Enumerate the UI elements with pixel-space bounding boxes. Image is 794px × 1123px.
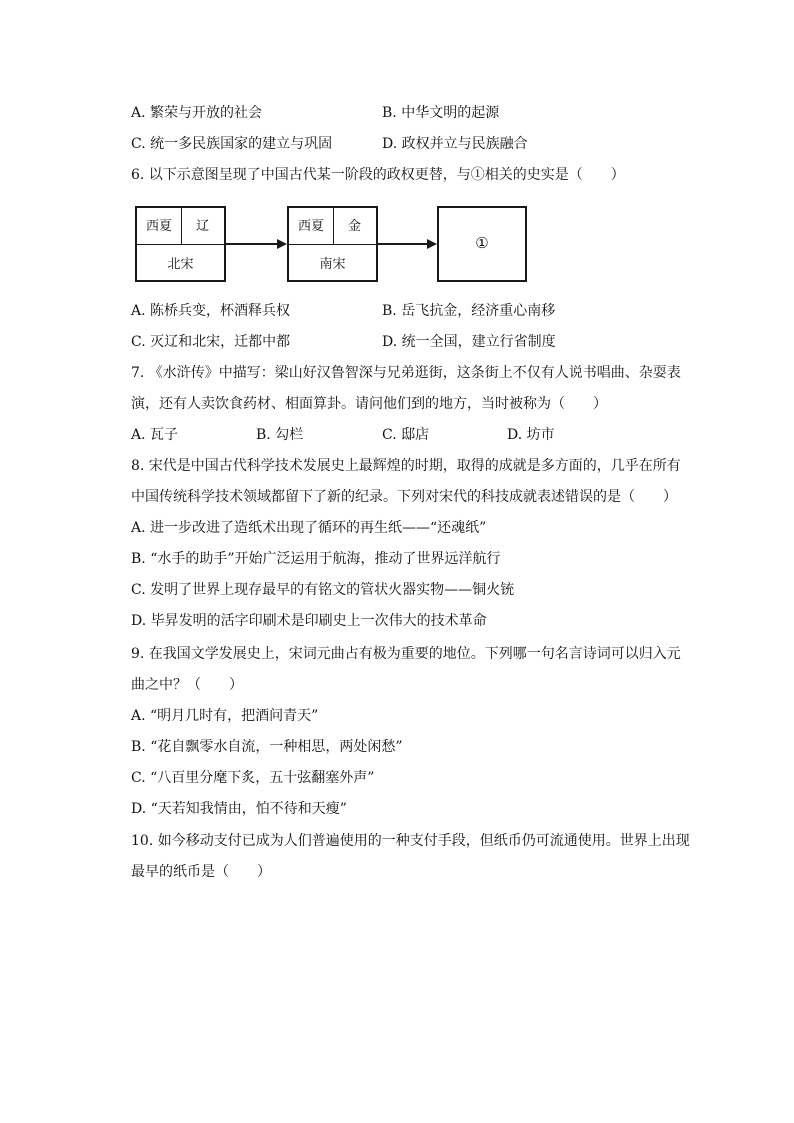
q10-stem-line2: 最早的纸币是（ ） xyxy=(131,864,271,880)
cell-liao: 辽 xyxy=(195,219,209,234)
q8-option-a: A. 进一步改进了造纸术出现了循环的再生纸——“还魂纸” xyxy=(131,520,487,536)
q6-option-d: D. 统一全国，建立行省制度 xyxy=(382,334,556,350)
q5-option-b: B. 中华文明的起源 xyxy=(382,105,500,121)
diagram-box-unknown xyxy=(437,206,527,282)
q9-option-b: B. “花自飘零水自流，一种相思，两处闲愁” xyxy=(131,739,403,755)
q7-option-a: A. 瓦子 xyxy=(131,427,179,443)
cell-xixia: 西夏 xyxy=(145,219,172,234)
q7-stem-line1: 7. 《水浒传》中描写：梁山好汉鲁智深与兄弟逛街，这条街上不仅有人说书唱曲、杂耍表 xyxy=(131,365,681,381)
arrow-shaft xyxy=(226,243,278,245)
q8-stem-line1: 8. 宋代是中国古代科学技术发展史上最辉煌的时期，取得的成就是多方面的，几乎在所有 xyxy=(131,458,681,474)
q6-stem: 6. 以下示意图呈现了中国古代某一阶段的政权更替，与①相关的史实是（ ） xyxy=(131,167,625,183)
cell-northern-song: 北宋 xyxy=(167,257,194,272)
box-divider xyxy=(137,244,224,245)
q9-option-c: C. “八百里分麾下炙，五十弦翻塞外声” xyxy=(131,770,375,786)
q6-option-a: A. 陈桥兵变，杯酒释兵权 xyxy=(131,303,291,319)
q9-stem-line2: 曲之中？（ ） xyxy=(131,677,243,693)
q7-stem-line2: 演，还有人卖饮食药材、相面算卦。请问他们到的地方，当时被称为（ ） xyxy=(131,396,607,412)
q8-option-d: D. 毕昇发明的活字印刷术是印刷史上一次伟大的技术革命 xyxy=(131,613,487,629)
q5-option-d: D. 政权并立与民族融合 xyxy=(382,136,528,152)
q7-option-c: C. 邸店 xyxy=(382,427,430,443)
q5-option-c: C. 统一多民族国家的建立与巩固 xyxy=(131,136,333,152)
cell-xixia: 西夏 xyxy=(297,219,324,234)
q6-option-b: B. 岳飞抗金，经济重心南移 xyxy=(382,303,556,319)
q9-stem-line1: 9. 在我国文学发展史上，宋词元曲占有极为重要的地位。下列哪一句名言诗词可以归入元 xyxy=(131,646,681,662)
q10-stem-line1: 10. 如今移动支付已成为人们普遍使用的一种支付手段，但纸币仍可流通使用。世界上出现 xyxy=(131,833,690,849)
box-divider xyxy=(289,244,376,245)
diagram-box-northern-song xyxy=(135,206,226,282)
cell-jin: 金 xyxy=(347,219,361,234)
q7-option-b: B. 勾栏 xyxy=(256,427,304,443)
q7-option-d: D. 坊市 xyxy=(507,427,555,443)
q8-stem-line2: 中国传统科学技术领域都留下了新的纪录。下列对宋代的科技成就表述错误的是（ ） xyxy=(131,489,677,505)
cell-southern-song: 南宋 xyxy=(319,257,346,272)
arrow-head xyxy=(277,239,287,249)
q8-option-b: B. “水手的助手”开始广泛运用于航海，推动了世界远洋航行 xyxy=(131,551,501,567)
q9-option-a: A. “明月几时有，把酒问青天” xyxy=(131,708,319,724)
circled-number-one: ① xyxy=(475,234,489,252)
arrow-shaft xyxy=(378,243,428,245)
diagram-box-southern-song xyxy=(287,206,378,282)
q8-option-c: C. 发明了世界上现存最早的有铭文的管状火器实物——铜火铳 xyxy=(131,582,515,598)
arrow-head xyxy=(427,239,437,249)
q6-option-c: C. 灭辽和北宋，迁都中都 xyxy=(131,334,291,350)
q9-option-d: D. “天若知我情由，怕不待和天瘦” xyxy=(131,801,347,817)
q5-option-a: A. 繁荣与开放的社会 xyxy=(131,105,263,121)
